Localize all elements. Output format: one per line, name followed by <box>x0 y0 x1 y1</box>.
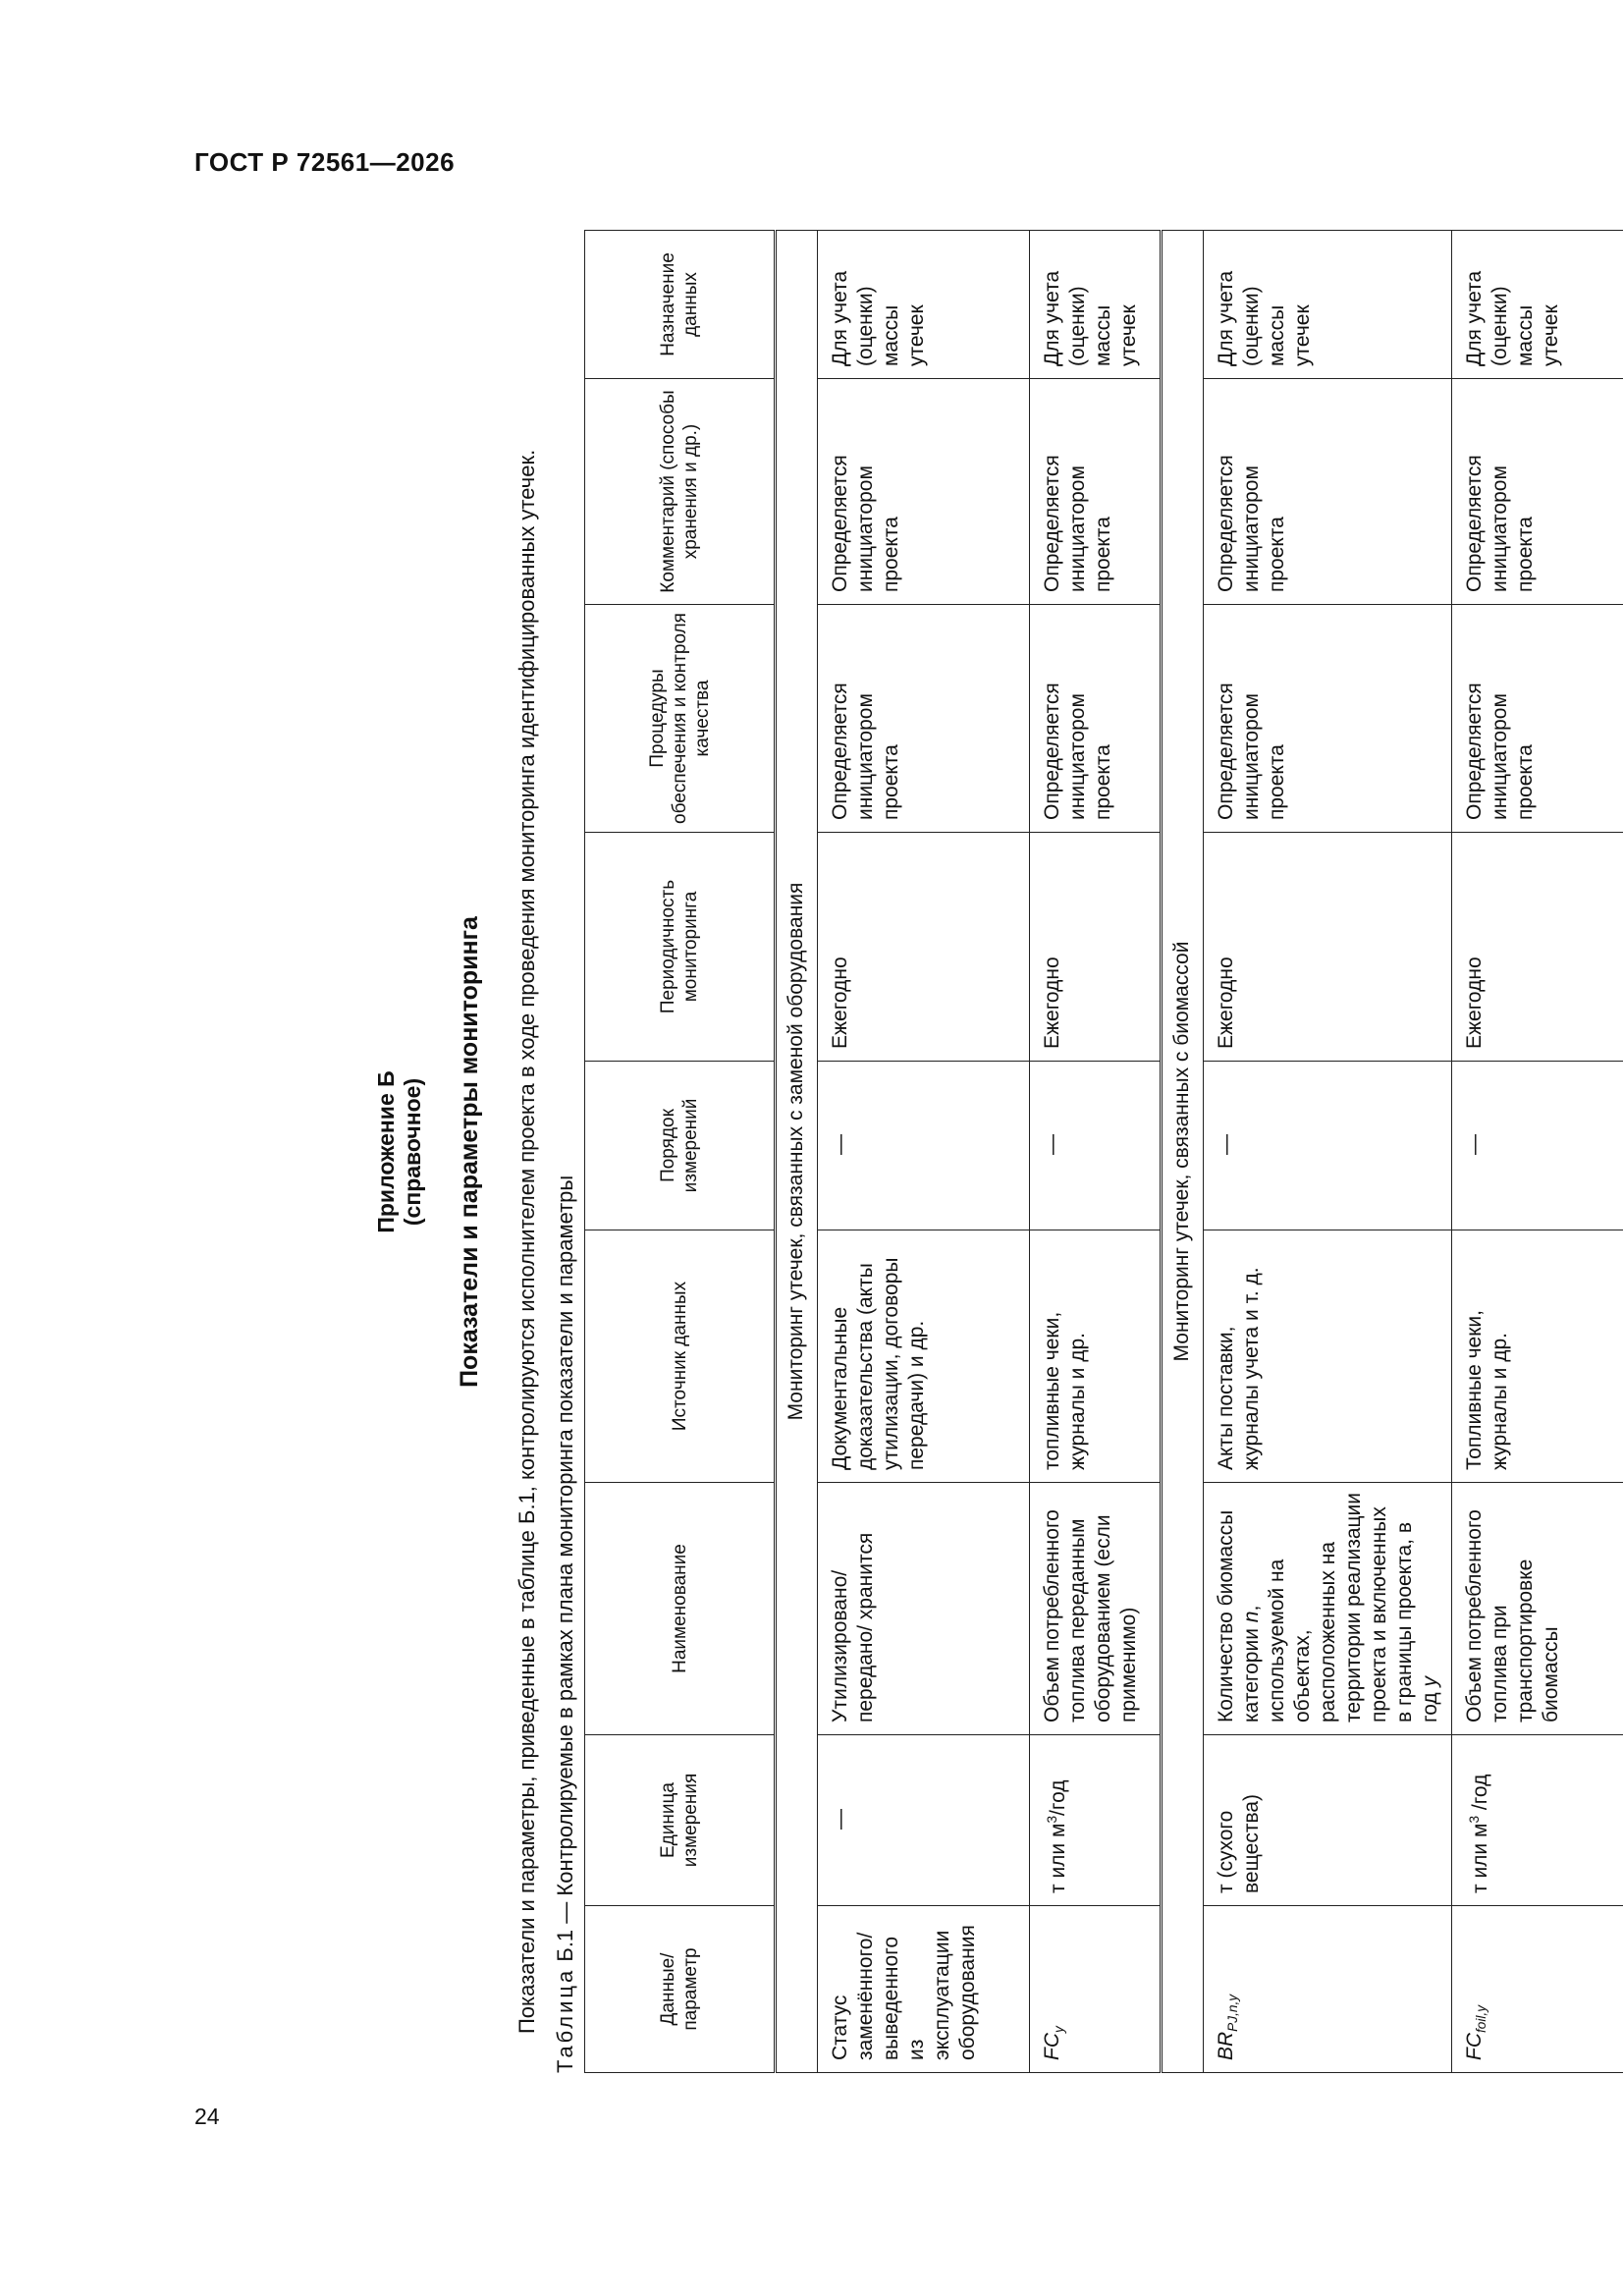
appendix-subtitle: (справочное) <box>400 1077 425 1227</box>
param-symbol: FC <box>1463 2033 1486 2060</box>
cell-purpose: Для учета (оценки) массы утечек <box>1030 231 1162 379</box>
cell-comment: Определяется инициатором проекта <box>818 379 1030 605</box>
cell-unit: т (сухого вещества) <box>1204 1735 1452 1906</box>
cell-source: топливные чеки, журналы и др. <box>1030 1230 1162 1483</box>
intro-paragraph: Показатели и параметры, приведенные в таблице Б.1, контролируются исполнителем проекта в ходе проведения мониторинга идентифицированных утечек. <box>514 449 539 2034</box>
unit-superscript: 3 <box>1045 1815 1059 1824</box>
appendix-title: Приложение Б <box>373 1070 399 1233</box>
cell-param <box>1452 1906 1623 2073</box>
cell-purpose: Для учета (оценки) массы утечек <box>818 231 1030 379</box>
cell-source: Топливные чеки, журналы и др. <box>1452 1230 1623 1483</box>
unit-text: т или м <box>1469 1823 1491 1893</box>
param-symbol: FC <box>1041 2033 1063 2060</box>
name-var-y: y <box>1419 1675 1441 1687</box>
table-row <box>818 231 1030 2073</box>
table-row <box>1030 231 1162 2073</box>
col-header-qa: Процедуры обеспечения и контроля качества <box>585 605 776 833</box>
unit-text-end: /год <box>1047 1779 1069 1816</box>
monitoring-table <box>584 230 1623 2073</box>
document-code: ГОСТ Р 72561—2026 <box>194 147 456 177</box>
col-header-comment: Комментарий (способы хранения и др.) <box>585 379 776 605</box>
cell-source: Документальные доказательства (акты утилизации, договоры передачи) и др. <box>818 1230 1030 1483</box>
unit-text-end: /год <box>1469 1774 1491 1816</box>
section-row <box>776 231 818 2073</box>
section-title: Мониторинг утечек, связанных с заменой оборудования <box>776 231 818 2073</box>
table-caption-text: Б.1 — Контролируемые в рамках плана мониторинга показатели и параметры <box>553 1175 577 1968</box>
cell-name <box>1204 1483 1452 1735</box>
table-row <box>1452 231 1623 2073</box>
name-text: Количество биомассы категории <box>1215 1509 1263 1722</box>
cell-param <box>1204 1906 1452 2073</box>
cell-order: — <box>1030 1062 1162 1230</box>
col-header-source: Источник данных <box>585 1230 776 1483</box>
section-row <box>1162 231 1204 2073</box>
cell-comment: Определяется инициатором проекта <box>1030 379 1162 605</box>
cell-period: Ежегодно <box>818 833 1030 1062</box>
cell-order: — <box>818 1062 1030 1230</box>
col-header-purpose: Назначение данных <box>585 231 776 379</box>
col-header-param: Данные/ параметр <box>585 1906 776 2073</box>
cell-name: Объем потребленного топлива переданным оборудованием (если применимо) <box>1030 1483 1162 1735</box>
table-caption-label: Таблица <box>553 1967 577 2073</box>
cell-purpose: Для учета (оценки) массы утечек <box>1204 231 1452 379</box>
name-text-mid: , используемой на объектах, расположенных на территории реализации проекта и включенных в границы проекта, в год <box>1240 1492 1441 1722</box>
col-header-unit: Единица измерения <box>585 1735 776 1906</box>
param-subscript: PJ,n,y <box>1225 1994 1241 2032</box>
cell-qa: Определяется инициатором проекта <box>1030 605 1162 833</box>
cell-unit <box>1452 1735 1623 1906</box>
col-header-period: Периодичность мониторинга <box>585 833 776 1062</box>
param-subscript: foil,y <box>1474 2004 1489 2033</box>
cell-unit <box>1030 1735 1162 1906</box>
unit-superscript: 3 <box>1467 1815 1482 1824</box>
cell-order: — <box>1452 1062 1623 1230</box>
cell-unit: — <box>818 1735 1030 1906</box>
cell-period: Ежегодно <box>1030 833 1162 1062</box>
table-header-row <box>585 231 776 2073</box>
cell-qa: Определяется инициатором проекта <box>818 605 1030 833</box>
cell-source: Акты поставки, журналы учета и т. д. <box>1204 1230 1452 1483</box>
cell-qa: Определяется инициатором проекта <box>1452 605 1623 833</box>
param-symbol: BR <box>1215 2031 1237 2060</box>
cell-period: Ежегодно <box>1452 833 1623 1062</box>
cell-comment: Определяется инициатором проекта <box>1204 379 1452 605</box>
cell-param <box>1030 1906 1162 2073</box>
cell-qa: Определяется инициатором проекта <box>1204 605 1452 833</box>
cell-name: Объем потребленного топлива при транспортировке биомассы <box>1452 1483 1623 1735</box>
appendix-heading: Показатели и параметры мониторинга <box>456 916 483 1388</box>
cell-param: Статус заменённого/выведенного из эксплуатации оборудования <box>818 1906 1030 2073</box>
cell-comment: Определяется инициатором проекта <box>1452 379 1623 605</box>
cell-purpose: Для учета (оценки) массы утечек <box>1452 231 1623 379</box>
table-row <box>1204 231 1452 2073</box>
col-header-order: Порядок измерений <box>585 1062 776 1230</box>
page-number: 24 <box>194 2104 220 2129</box>
cell-name: Утилизировано/ передано/ хранится <box>818 1483 1030 1735</box>
rotated-page-content <box>373 231 1562 2073</box>
col-header-name: Наименование <box>585 1483 776 1735</box>
param-subscript: y <box>1052 2026 1067 2033</box>
section-title: Мониторинг утечек, связанных с биомассой <box>1162 231 1204 2073</box>
cell-order: — <box>1204 1062 1452 1230</box>
unit-text: т или м <box>1047 1823 1069 1893</box>
table-caption <box>553 231 578 2073</box>
cell-period: Ежегодно <box>1204 833 1452 1062</box>
name-var-n: n <box>1240 1611 1263 1623</box>
